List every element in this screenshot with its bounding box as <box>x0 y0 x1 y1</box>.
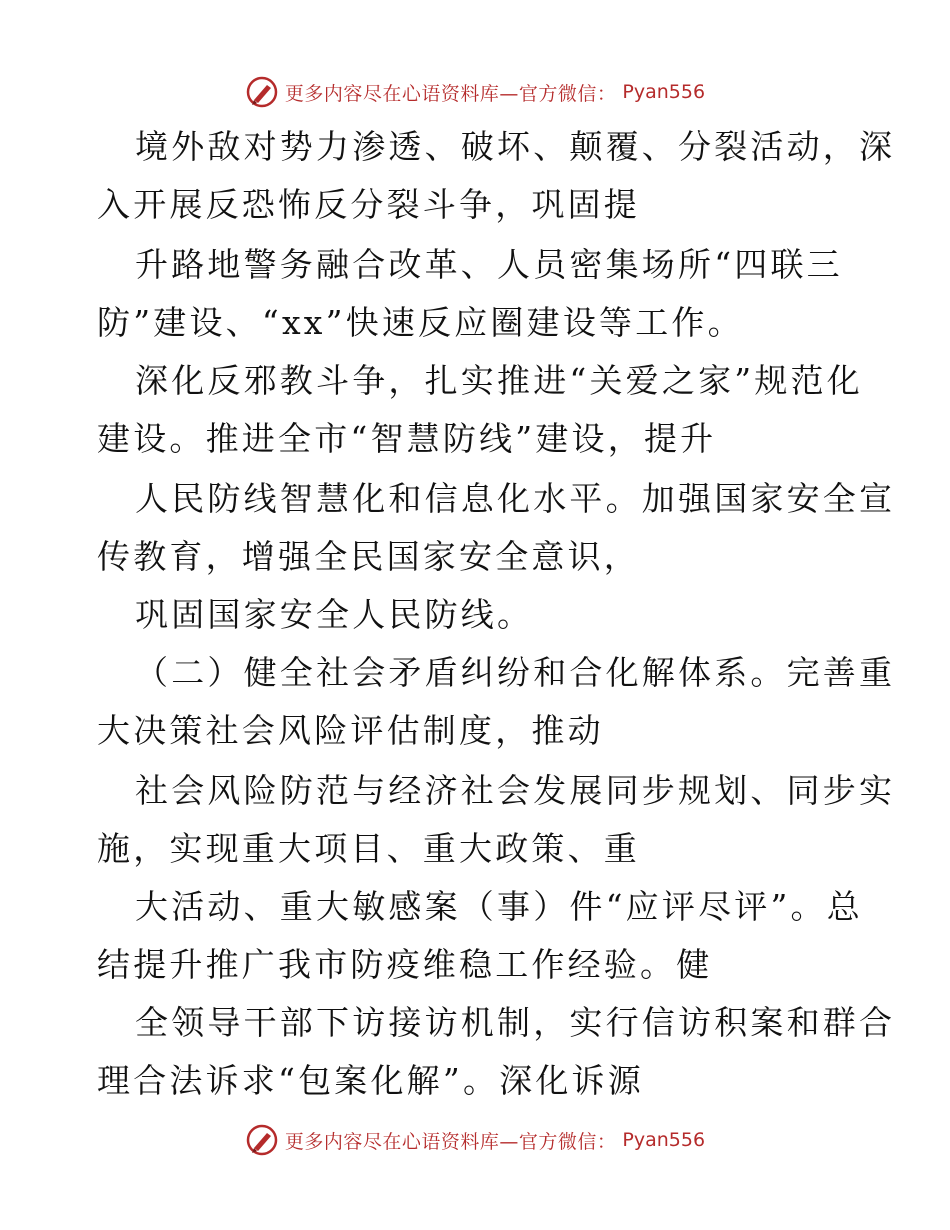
text-line: 人民防线智慧化和信息化水平。加强国家安全宣 <box>135 479 896 518</box>
text-line: 防”建设、“xx”快速反应圈建设等工作。 <box>97 303 744 342</box>
watermark-contact: Pyan556 <box>622 81 706 103</box>
text-line: 深化反邪教斗争，扎实推进“关爱之家”规范化 <box>135 361 863 400</box>
text-line: （二）健全社会矛盾纠纷和合化解体系。完善重 <box>135 653 896 692</box>
pen-logo-icon <box>245 75 279 109</box>
text-line: 社会风险防范与经济社会发展同步规划、同步实 <box>135 771 896 810</box>
header-watermark <box>0 72 950 112</box>
text-line: 巩固国家安全人民防线。 <box>135 595 534 634</box>
text-line: 传教育，增强全民国家安全意识， <box>97 537 640 576</box>
text-line: 理合法诉求“包案化解”。深化诉源 <box>97 1061 644 1100</box>
watermark-text: 更多内容尽在心语资料库—官方微信： <box>284 1130 617 1153</box>
pen-logo-icon <box>245 1123 279 1157</box>
text-line: 结提升推广我市防疫维稳工作经验。健 <box>97 945 713 984</box>
text-line: 境外敌对势力渗透、破坏、颠覆、分裂活动，深 <box>135 127 896 166</box>
text-line: 建设。推进全市“智慧防线”建设，提升 <box>97 419 717 458</box>
watermark-text: 更多内容尽在心语资料库—官方微信： <box>284 82 617 105</box>
watermark-contact: Pyan556 <box>622 1129 706 1151</box>
text-line: 大活动、重大敏感案（事）件“应评尽评”。总 <box>135 887 863 926</box>
text-line: 全领导干部下访接访机制，实行信访积案和群合 <box>135 1003 896 1042</box>
text-line: 施，实现重大项目、重大政策、重 <box>97 829 640 868</box>
text-line: 升路地警务融合改革、人员密集场所“四联三 <box>135 245 843 284</box>
text-line: 大决策社会风险评估制度，推动 <box>97 711 604 750</box>
text-line: 入开展反恐怖反分裂斗争，巩固提 <box>97 185 640 224</box>
footer-watermark <box>0 1120 950 1160</box>
